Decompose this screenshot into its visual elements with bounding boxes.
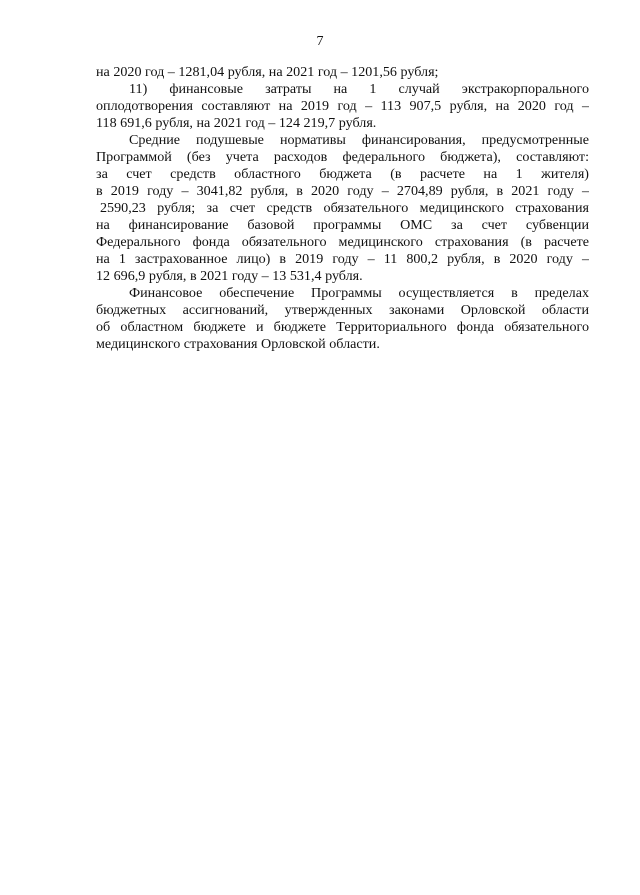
text-line: на 1 застрахованное лицо) в 2019 году – 11 800,2 рубля, в 2020 году – [96,251,589,267]
page-number: 7 [316,34,324,49]
text-line: Программой (без учета расходов федерального бюджета), составляют: [96,149,589,165]
text-line: об областном бюджете и бюджете Территориального фонда обязательного [96,319,589,335]
paragraph-financing-cost-continuation [96,64,589,81]
text-line: 2590,23 рубля; за счет средств обязательного медицинского страхования [100,200,589,216]
text-line: оплодотворения составляют на 2019 год – 113 907,5 рубля, на 2020 год – [96,98,589,114]
text-line: на 2020 год – 1281,04 рубля, на 2021 год – 1201,56 рубля; [96,64,439,80]
text-line: в 2019 году – 3041,82 рубля, в 2020 году – 2704,89 рубля, в 2021 году – [96,183,589,199]
text-line: 118 691,6 рубля, на 2021 год – 124 219,7 рубля. [96,115,377,131]
text-line: медицинского страхования Орловской области. [96,336,380,352]
text-line: на финансирование базовой программы ОМС за счет субвенции [96,217,589,233]
text-line: Средние подушевые нормативы финансирования, предусмотренные [129,132,589,148]
paragraph-per-capita-standards [96,132,589,285]
text-line: Федерального фонда обязательного медицинского страхования (в расчете [96,234,589,250]
text-line: 12 696,9 рубля, в 2021 году – 13 531,4 рубля. [96,268,363,284]
paragraph-program-financing [96,285,589,353]
text-line: 11) финансовые затраты на 1 случай экстракорпорального [129,81,589,97]
paragraph-item-11-ivf-costs [96,81,589,132]
text-line: бюджетных ассигнований, утвержденных законами Орловской области [96,302,589,318]
document-body [96,64,589,353]
text-line: за счет средств областного бюджета (в расчете на 1 жителя) [96,166,589,182]
text-line: Финансовое обеспечение Программы осуществляется в пределах [129,285,589,301]
